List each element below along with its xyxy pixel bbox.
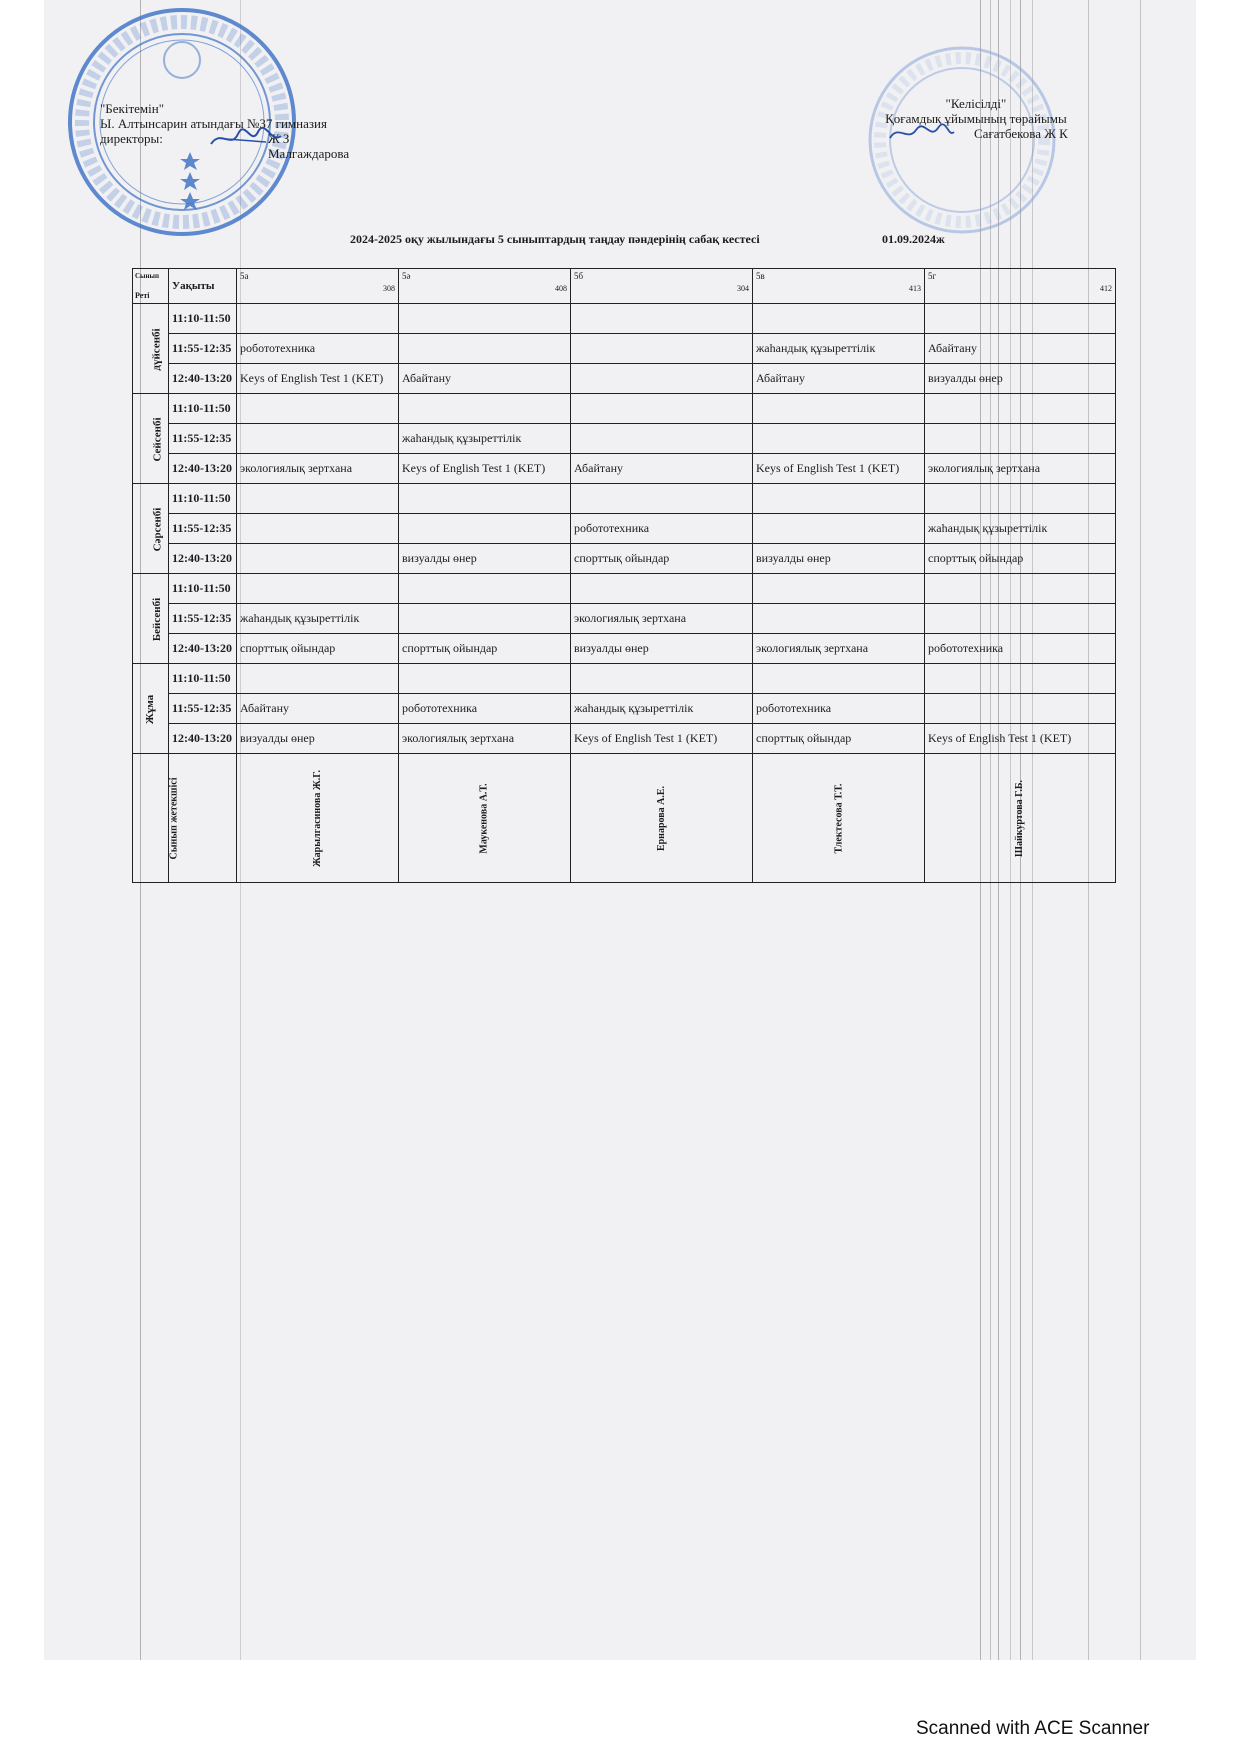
class-name: 5г [928,271,937,281]
subject-cell [237,304,399,334]
teacher-label-cell [133,754,180,883]
subject-cell: робототехника [925,634,1116,664]
day-cell [133,394,169,484]
document-date: 01.09.2024ж [882,232,945,246]
subject-cell: Keys of English Test 1 (KET) [925,724,1116,754]
subject-cell: жаһандық құзыреттілік [237,604,399,634]
class-room: 412 [1100,284,1112,293]
subject-cell [925,574,1116,604]
class-room: 408 [555,284,567,293]
subject-cell: робототехника [571,514,753,544]
day-cell [133,574,169,664]
subject-cell [571,424,753,454]
teacher-cell [753,754,925,883]
subject-cell: робототехника [753,694,925,724]
subject-cell [571,334,753,364]
approval-name: Сағатбекова Ж К [974,126,1068,141]
table-header-row [133,269,1116,304]
subject-cell [399,604,571,634]
subject-cell [571,364,753,394]
teacher-cell [399,754,571,883]
schedule-row [133,454,1116,484]
subject-cell [925,604,1116,634]
subject-cell: экологиялық зертхана [753,634,925,664]
subject-cell [237,514,399,544]
class-name: 5б [574,271,584,281]
class-header [925,269,1116,304]
subject-cell: Keys of English Test 1 (KET) [237,364,399,394]
director-signature [206,124,286,154]
subject-cell [399,484,571,514]
corner-top-label: Сынып [135,272,160,280]
subject-cell [753,304,925,334]
subject-cell [399,574,571,604]
subject-cell: визуалды өнер [571,634,753,664]
class-name: 5а [240,271,249,281]
time-header: Уақыты [169,269,237,304]
time-cell: 11:55-12:35 [169,424,237,454]
scanner-watermark: Scanned with ACE Scanner [916,1718,1150,1739]
subject-cell: экологиялық зертхана [237,454,399,484]
subject-cell [571,574,753,604]
subject-cell: Абайтану [753,364,925,394]
class-header [399,269,571,304]
subject-cell [237,394,399,424]
subject-cell: робототехника [399,694,571,724]
corner-cell [133,269,169,304]
subject-cell: визуалды өнер [399,544,571,574]
teacher-name: Ернарова А.Е. [655,785,667,852]
teacher-name: Шайкуртова Г.Б. [1014,779,1026,858]
teacher-cell [237,754,399,883]
schedule-row [133,424,1116,454]
subject-cell: Keys of English Test 1 (KET) [753,454,925,484]
approval-union: Қоғамдық ұйымының төрайымы [885,111,1067,126]
subject-cell: жаһандық құзыреттілік [399,424,571,454]
corner-bottom-label: Реті [135,291,150,300]
teacher-cell [571,754,753,883]
schedule-row [133,724,1116,754]
time-cell: 11:10-11:50 [169,574,237,604]
subject-cell [571,484,753,514]
day-name: дүйсенбі [150,327,163,371]
subject-cell: Абайтану [399,364,571,394]
subject-cell: жаһандық құзыреттілік [571,694,753,724]
class-room: 413 [909,284,921,293]
day-name: Сейсенбі [151,416,164,462]
time-cell: 12:40-13:20 [169,454,237,484]
subject-cell [753,484,925,514]
subject-cell [925,664,1116,694]
subject-cell [925,484,1116,514]
subject-cell: Абайтану [237,694,399,724]
subject-cell: визуалды өнер [925,364,1116,394]
time-cell: 11:10-11:50 [169,484,237,514]
schedule-row [133,634,1116,664]
schedule-row [133,694,1116,724]
subject-cell: жаһандық құзыреттілік [925,514,1116,544]
approval-name: Ж З Малгаждарова [268,131,350,161]
subject-cell [925,694,1116,724]
teacher-row [133,754,1116,883]
teacher-label: Сынып жетекшісі [168,777,180,860]
subject-cell: Keys of English Test 1 (KET) [571,724,753,754]
subject-cell [925,304,1116,334]
day-name: Жұма [144,694,157,724]
subject-cell: жаһандық құзыреттілік [753,334,925,364]
schedule-row [133,544,1116,574]
schedule-row [133,334,1116,364]
subject-cell [925,394,1116,424]
time-cell: 11:10-11:50 [169,394,237,424]
teacher-cell [925,754,1116,883]
class-name: 5в [756,271,765,281]
subject-cell: спорттық ойындар [925,544,1116,574]
approval-label: "Келісілді" [945,96,1007,111]
subject-cell [399,394,571,424]
class-header [753,269,925,304]
subject-cell [237,544,399,574]
subject-cell [753,394,925,424]
subject-cell [753,514,925,544]
teacher-name: Жарылгасинова Ж.Г. [312,770,323,867]
subject-cell: спорттық ойындар [237,634,399,664]
time-cell: 11:55-12:35 [169,604,237,634]
teacher-name: Маукенова А.Т. [479,783,490,854]
schedule-row [133,304,1116,334]
time-cell: 11:10-11:50 [169,664,237,694]
subject-cell: экологиялық зертхана [925,454,1116,484]
approval-label: "Бекітемін" [100,101,165,116]
day-cell [133,304,169,394]
teacher-name: Тлектесова Т.Т. [832,783,844,854]
subject-cell [237,484,399,514]
time-cell: 12:40-13:20 [169,634,237,664]
scan-streak [1140,0,1141,1660]
subject-cell: визуалды өнер [753,544,925,574]
subject-cell [399,304,571,334]
schedule-row [133,364,1116,394]
time-cell: 11:55-12:35 [169,514,237,544]
subject-cell: спорттық ойындар [571,544,753,574]
class-header [237,269,399,304]
time-cell: 12:40-13:20 [169,364,237,394]
time-cell: 11:55-12:35 [169,334,237,364]
subject-cell: визуалды өнер [237,724,399,754]
subject-cell [753,664,925,694]
schedule-row [133,484,1116,514]
schedule-row [133,394,1116,424]
subject-cell: Keys of English Test 1 (KET) [399,454,571,484]
subject-cell [571,664,753,694]
subject-cell [237,574,399,604]
schedule-row [133,514,1116,544]
schedule-row [133,604,1116,634]
subject-cell [399,334,571,364]
day-cell [133,484,169,574]
subject-cell [753,424,925,454]
subject-cell [753,574,925,604]
subject-cell [925,424,1116,454]
time-cell: 12:40-13:20 [169,544,237,574]
schedule-row [133,574,1116,604]
subject-cell [753,604,925,634]
subject-cell: Абайтану [571,454,753,484]
page-title: 2024-2025 оқу жылындағы 5 сыныптардың таңдау пәндерінің сабақ кестесі [350,232,760,246]
schedule-table [132,268,1116,883]
class-header [571,269,753,304]
union-signature [886,120,956,146]
time-cell: 11:55-12:35 [169,694,237,724]
subject-cell: спорттық ойындар [399,634,571,664]
subject-cell [571,394,753,424]
time-cell: 12:40-13:20 [169,724,237,754]
subject-cell [237,424,399,454]
subject-cell: спорттық ойындар [753,724,925,754]
subject-cell [571,304,753,334]
day-name: Сәрсенбі [151,507,164,551]
subject-cell: экологиялық зертхана [571,604,753,634]
approval-school: Ы. Алтынсарин атындағы №37 гимназия [100,116,327,131]
approval-role: директоры: [100,131,163,146]
schedule-row [133,664,1116,694]
subject-cell: экологиялық зертхана [399,724,571,754]
class-name: 5ә [402,271,411,281]
class-room: 308 [383,284,395,293]
class-room: 304 [737,284,749,293]
subject-cell: Абайтану [925,334,1116,364]
subject-cell: робототехника [237,334,399,364]
subject-cell [399,514,571,544]
subject-cell [237,664,399,694]
day-cell [133,664,169,754]
subject-cell [399,664,571,694]
time-cell: 11:10-11:50 [169,304,237,334]
day-name: Бейсенбі [151,597,164,641]
